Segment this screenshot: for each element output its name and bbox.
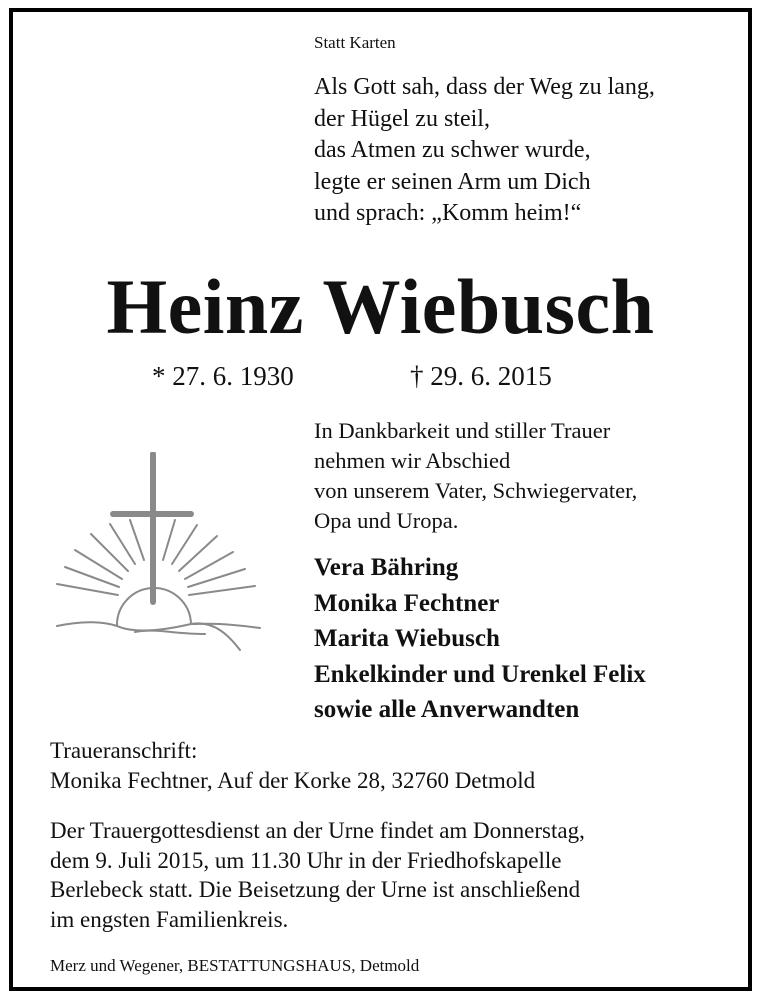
birth-date: * 27. 6. 1930 <box>152 361 294 391</box>
mourner: sowie alle Anverwandten <box>314 696 580 723</box>
poem-line: das Atmen zu schwer wurde, <box>314 137 591 163</box>
thanks-text <box>314 416 637 536</box>
address-value: Monika Fechtner, Auf der Korke 28, 32760 Detmold <box>50 767 536 793</box>
poem-line: Als Gott sah, dass der Weg zu lang, <box>314 74 655 100</box>
deceased-name: Heinz Wiebusch <box>106 263 655 350</box>
mourner: Marita Wiebusch <box>314 625 500 652</box>
poem <box>314 72 655 230</box>
death-date: † 29. 6. 2015 <box>410 361 552 391</box>
header-note: Statt Karten <box>314 33 396 52</box>
poem-line: der Hügel zu steil, <box>314 105 490 132</box>
service-text <box>50 816 585 934</box>
thanks-line: von unserem Vater, Schwiegervater, <box>314 478 638 503</box>
service-line: dem 9. Juli 2015, um 11.30 Uhr in der Friedhofskapelle <box>50 847 562 873</box>
mourner: Enkelkinder und Urenkel Felix <box>314 660 646 688</box>
cross-sunrise-icon <box>55 452 265 662</box>
mourner: Monika Fechtner <box>314 589 500 617</box>
mourners-list <box>314 550 646 728</box>
thanks-line: In Dankbarkeit und stiller Trauer <box>314 418 611 443</box>
mourner: Vera Bähring <box>314 554 459 581</box>
thanks-line: nehmen wir Abschied <box>314 448 511 473</box>
address-block <box>50 736 535 795</box>
address-label: Traueranschrift: <box>50 738 198 763</box>
service-line: im engsten Familienkreis. <box>50 906 289 932</box>
service-line: Berlebeck statt. Die Beisetzung der Urne ist anschließend <box>50 877 581 902</box>
thanks-line: Opa und Uropa. <box>314 508 459 533</box>
poem-line: und sprach: „Komm heim!“ <box>314 200 582 226</box>
service-line: Der Trauergottesdienst an der Urne findet am Donnerstag, <box>50 818 585 843</box>
undertaker-footer: Merz und Wegener, BESTATTUNGSHAUS, Detmold <box>50 956 420 975</box>
poem-line: legte er seinen Arm um Dich <box>314 168 591 195</box>
